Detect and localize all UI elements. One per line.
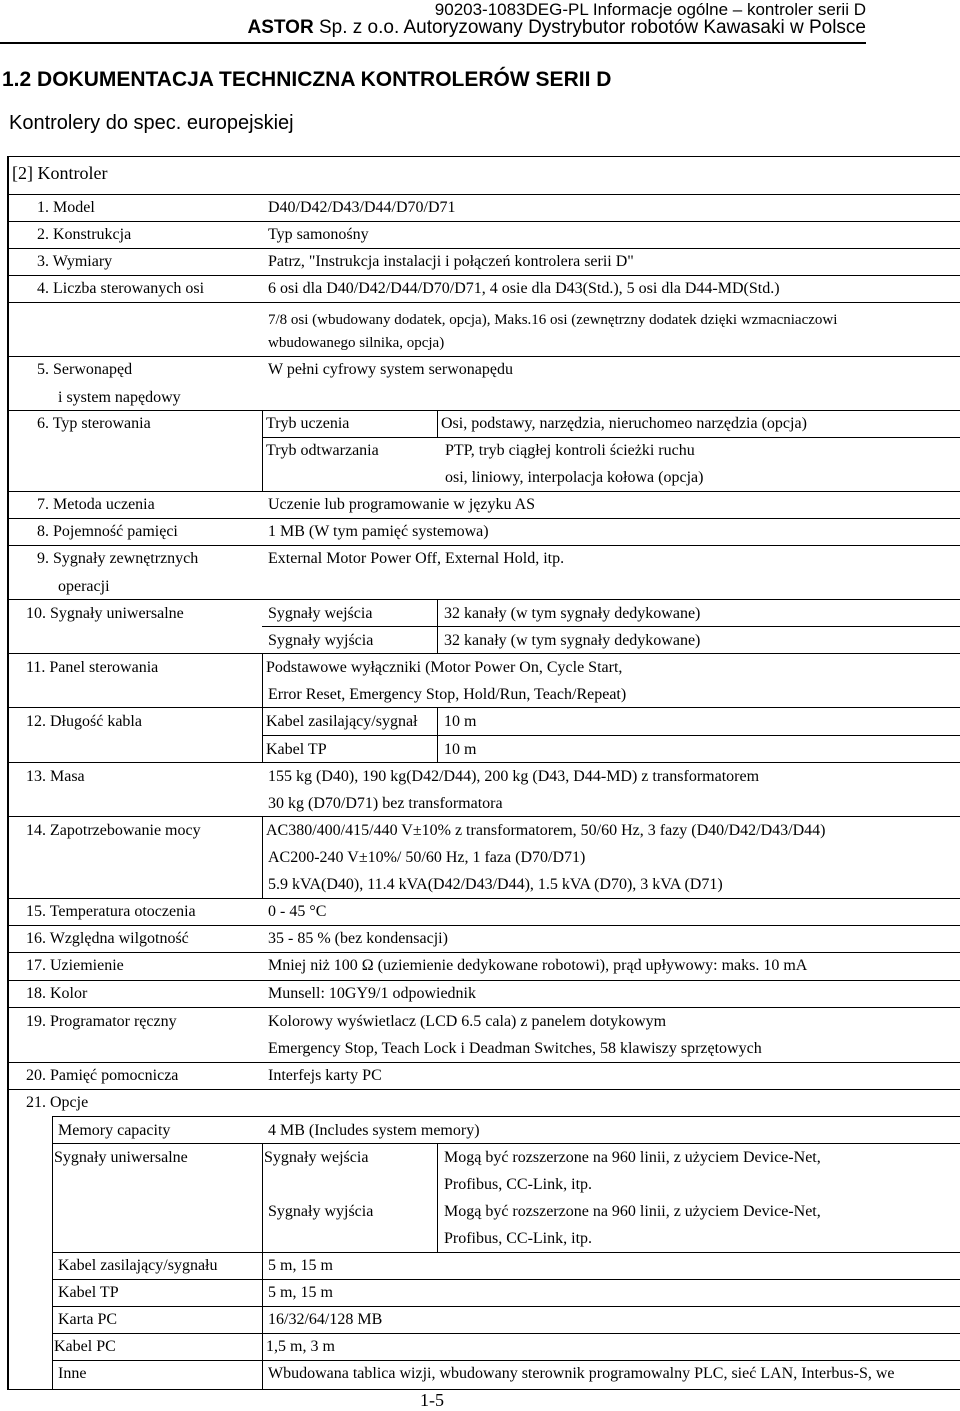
rule	[8, 952, 960, 953]
rule	[437, 707, 438, 762]
option-label: Inne	[58, 1365, 87, 1382]
rule	[52, 1360, 960, 1361]
row-label: 5. Serwonapęd	[37, 361, 133, 378]
row-value: 7/8 osi (wbudowany dodatek, opcja), Maks.16 osi (zewnętrzny dodatek dzięki wzmacniaczowi	[268, 312, 838, 328]
rule	[8, 1089, 960, 1090]
row-label: 11. Panel sterowania	[26, 659, 159, 676]
option-label: Kabel PC	[54, 1338, 116, 1355]
company-tagline: Sp. z o.o. Autoryzowany Dystrybutor robotów Kawasaki w Polsce	[313, 17, 866, 38]
row-value: AC380/400/415/440 V±10% z transformatorem, 50/60 Hz, 3 fazy (D40/D42/D43/D44)	[266, 822, 826, 839]
company-header	[0, 17, 866, 39]
option-value: Profibus, CC-Link, itp.	[444, 1176, 593, 1193]
rule	[8, 925, 960, 926]
row-label: 10. Sygnały uniwersalne	[26, 605, 184, 622]
row-value: Error Reset, Emergency Stop, Hold/Run, Teach/Repeat)	[268, 686, 627, 703]
row-value: D40/D42/D43/D44/D70/D71	[268, 199, 456, 216]
option-value: 4 MB (Includes system memory)	[268, 1122, 480, 1139]
rule	[262, 735, 960, 736]
rule	[8, 302, 960, 303]
row-label: 14. Zapotrzebowanie mocy	[26, 822, 201, 839]
row-value: 10 m	[444, 713, 477, 730]
rule	[8, 1007, 960, 1008]
row-label: 8. Pojemność pamięci	[37, 523, 178, 540]
option-value: Wbudowana tablica wizji, wbudowany sterownik programowalny PLC, sieć LAN, Interbus-S, we	[268, 1365, 895, 1382]
row-value: Kolorowy wyświetlacz (LCD 6.5 cala) z panelem dotykowym	[268, 1013, 667, 1030]
rule	[8, 545, 960, 546]
option-value: 5 m, 15 m	[268, 1257, 333, 1274]
rule	[8, 816, 960, 817]
rule	[52, 1143, 960, 1144]
row-label: 1. Model	[37, 199, 95, 216]
section-title: 1.2 DOKUMENTACJA TECHNICZNA KONTROLERÓW SERII D	[2, 68, 612, 91]
subtitle: Kontrolery do spec. europejskiej	[9, 112, 294, 134]
rule	[8, 221, 960, 222]
row-value: Uczenie lub programowanie w języku AS	[268, 496, 536, 513]
rule	[437, 599, 438, 653]
row-label: 21. Opcje	[26, 1094, 89, 1111]
rule	[8, 194, 960, 195]
rule	[8, 1062, 960, 1063]
rule	[8, 410, 960, 411]
row-value: Osi, podstawy, narzędzia, nieruchomeo narzędzia (opcja)	[441, 415, 807, 432]
rule	[8, 275, 960, 276]
row-value: Munsell: 10GY9/1 odpowiednik	[268, 985, 476, 1002]
option-value: 1,5 m, 3 m	[266, 1338, 335, 1355]
rule	[8, 762, 960, 763]
option-label: Kabel TP	[58, 1284, 119, 1301]
row-label: 19. Programator ręczny	[26, 1013, 177, 1030]
rule	[262, 410, 263, 491]
rule	[52, 1279, 960, 1280]
row-sublabel: Sygnały wejścia	[268, 605, 373, 622]
option-label: Karta PC	[58, 1311, 118, 1328]
rule	[52, 1116, 960, 1117]
row-label: 12. Długość kabla	[26, 713, 142, 730]
rule	[52, 1306, 960, 1307]
row-sublabel: Tryb uczenia	[266, 415, 350, 432]
option-label: Sygnały uniwersalne	[54, 1149, 188, 1166]
option-label: Memory capacity	[58, 1122, 171, 1139]
option-label: Kabel zasilający/sygnału	[58, 1257, 218, 1274]
row-value: AC200-240 V±10%/ 50/60 Hz, 1 faza (D70/D71)	[268, 849, 586, 866]
row-value: 32 kanały (w tym sygnały dedykowane)	[444, 632, 701, 649]
row-value: 10 m	[444, 741, 477, 758]
row-value: 0 - 45 °C	[268, 903, 327, 920]
row-label: 18. Kolor	[26, 985, 88, 1002]
row-value: Emergency Stop, Teach Lock i Deadman Switches, 58 klawiszy sprzętowych	[268, 1040, 762, 1057]
rule	[262, 816, 263, 898]
option-value: Profibus, CC-Link, itp.	[444, 1230, 593, 1247]
row-value: W pełni cyfrowy system serwonapędu	[268, 361, 513, 378]
company-name: ASTOR	[247, 17, 314, 38]
page-number: 1-5	[420, 1390, 444, 1410]
row-sublabel: Sygnały wyjścia	[268, 632, 374, 649]
row-sublabel: Kabel TP	[266, 741, 327, 758]
row-value: 35 - 85 % (bez kondensacji)	[268, 930, 448, 947]
row-value: wbudowanego silnika, opcja)	[268, 335, 445, 351]
row-label: 16. Względna wilgotność	[26, 930, 189, 947]
row-value: 155 kg (D40), 190 kg(D42/D44), 200 kg (D43, D44-MD) z transformatorem	[268, 768, 760, 785]
rule	[437, 1143, 438, 1252]
row-label: 2. Konstrukcja	[37, 226, 132, 243]
rule	[52, 1252, 960, 1253]
row-value: 6 osi dla D40/D42/D44/D70/D71, 4 osie dla D43(Std.), 5 osi dla D44-MD(Std.)	[268, 280, 780, 297]
rule	[262, 437, 960, 438]
row-value: Typ samonośny	[268, 226, 369, 243]
option-sublabel: Sygnały wyjścia	[268, 1203, 374, 1220]
row-sublabel: Kabel zasilający/sygnał	[266, 713, 418, 730]
row-value: Mniej niż 100 Ω (uziemienie dedykowane robotowi), prąd upływowy: maks. 10 mA	[268, 957, 808, 974]
rule	[8, 653, 960, 654]
row-label: operacji	[58, 578, 110, 595]
rule	[8, 491, 960, 492]
row-value: Patrz, "Instrukcja instalacji i połączeń kontrolera serii D"	[268, 253, 634, 270]
option-value: 5 m, 15 m	[268, 1284, 333, 1301]
row-value: 1 MB (W tym pamięć systemowa)	[268, 523, 489, 540]
row-label: 17. Uziemienie	[26, 957, 124, 974]
row-label: 7. Metoda uczenia	[37, 496, 155, 513]
rule	[8, 707, 960, 708]
doc-code-header: 90203-1083DEG-PL Informacje ogólne – kontroler serii D	[434, 0, 866, 19]
row-label: 15. Temperatura otoczenia	[26, 903, 196, 920]
row-value: osi, liniowy, interpolacja kołowa (opcja)	[445, 469, 704, 486]
row-value: Interfejs karty PC	[268, 1067, 382, 1084]
row-label: 4. Liczba sterowanych osi	[37, 280, 205, 297]
option-value: Mogą być rozszerzone na 960 linii, z użyciem Device-Net,	[444, 1149, 821, 1166]
header-rule	[0, 42, 866, 44]
rule	[8, 518, 960, 519]
rule	[437, 410, 438, 437]
rule	[8, 980, 960, 981]
option-sublabel: Sygnały wejścia	[264, 1149, 369, 1166]
row-value: PTP, tryb ciągłej kontroli ścieżki ruchu	[445, 442, 695, 459]
row-value: 5.9 kVA(D40), 11.4 kVA(D42/D43/D44), 1.5 kVA (D70), 3 kVA (D71)	[268, 876, 723, 893]
row-label: 20. Pamięć pomocnicza	[26, 1067, 179, 1084]
row-value: Podstawowe wyłączniki (Motor Power On, Cycle Start,	[266, 659, 623, 676]
rule	[8, 248, 960, 249]
row-label: i system napędowy	[58, 389, 181, 406]
rule	[262, 626, 960, 627]
rule	[8, 898, 960, 899]
rule	[52, 1116, 53, 1390]
option-value: Mogą być rozszerzone na 960 linii, z użyciem Device-Net,	[444, 1203, 821, 1220]
row-value: 30 kg (D70/D71) bez transformatora	[268, 795, 503, 812]
row-label: 6. Typ sterowania	[37, 415, 151, 432]
row-value: External Motor Power Off, External Hold, itp.	[268, 550, 565, 567]
rule	[8, 599, 960, 600]
row-label: 3. Wymiary	[37, 253, 113, 270]
rule	[8, 356, 960, 357]
rule	[52, 1333, 960, 1334]
row-label: 13. Masa	[26, 768, 85, 785]
row-sublabel: Tryb odtwarzania	[266, 442, 379, 459]
table-title: [2] Kontroler	[12, 163, 108, 183]
option-value: 16/32/64/128 MB	[268, 1311, 383, 1328]
rule	[262, 653, 263, 762]
row-label: 9. Sygnały zewnętrznych	[37, 550, 199, 567]
row-value: 32 kanały (w tym sygnały dedykowane)	[444, 605, 701, 622]
rule	[262, 1143, 263, 1390]
